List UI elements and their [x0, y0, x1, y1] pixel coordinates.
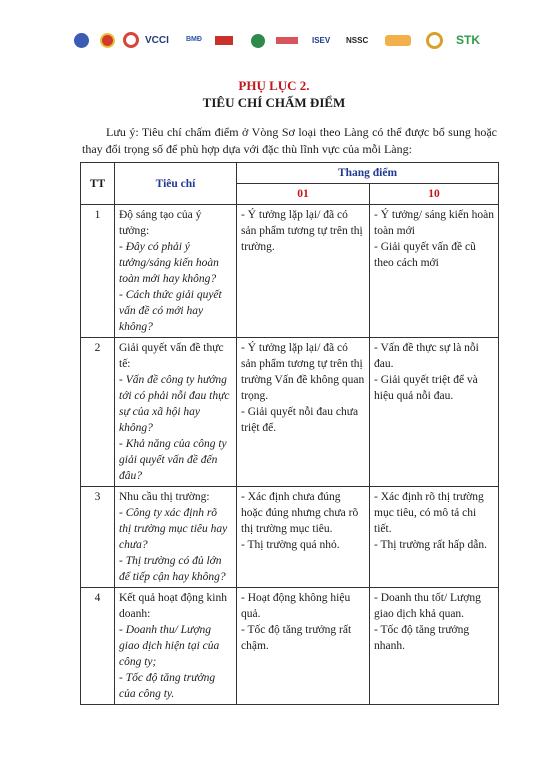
score-point: - Ý tưởng lặp lại/ đã có sản phẩm tương tự trên thị trường Vấn đề không quan trọng. — [241, 342, 365, 402]
row-number: 1 — [81, 205, 115, 338]
score-point: - Tốc độ tăng trưởng rất chậm. — [241, 624, 352, 652]
col-header-high: 10 — [370, 184, 499, 205]
criteria-question: - Thị trường có đủ lớn để tiếp cận hay không? — [119, 555, 226, 583]
appendix-label: PHỤ LỤC 2. — [238, 78, 310, 93]
score-point: - Giải quyết vấn đề cũ theo cách mới — [374, 241, 476, 269]
score-point: - Giải quyết nỗi đau chưa triệt để. — [241, 406, 359, 434]
table-row — [81, 487, 499, 588]
criteria-cell — [115, 588, 237, 705]
score-point: - Giải quyết triệt để và hiệu quả nỗi đau. — [374, 374, 478, 402]
table-row — [81, 588, 499, 705]
score-low-cell — [237, 487, 370, 588]
criteria-question: - Khả năng của công ty giải quyết vấn đề đến đâu? — [119, 438, 227, 482]
criteria-question: - Tốc độ tăng trưởng của công ty. — [119, 672, 216, 700]
col-header-low: 01 — [237, 184, 370, 205]
criteria-question: - Đây có phải ý tưởng/sáng kiến hoàn toàn mới hay không? — [119, 241, 219, 285]
nssc-logo: NSSC — [346, 36, 369, 45]
hub-logo — [276, 37, 298, 44]
score-point: - Vấn đề thực sự là nỗi đau. — [374, 342, 479, 370]
criteria-question: - Doanh thu/ Lượng giao dịch hiện tại của công ty; — [119, 624, 220, 668]
col-header-criteria: Tiêu chí — [115, 163, 237, 205]
table-row — [81, 338, 499, 487]
criteria-title: Kết quả hoạt động kinh doanh: — [119, 592, 227, 620]
row-number: 3 — [81, 487, 115, 588]
criteria-title: Giải quyết vấn đề thực tế: — [119, 342, 224, 370]
score-high-cell — [370, 487, 499, 588]
table-header-row — [81, 163, 499, 184]
ring-logo — [123, 32, 139, 48]
score-high-cell — [370, 205, 499, 338]
page-title: TIÊU CHÍ CHẤM ĐIỂM — [202, 95, 346, 110]
seal-logo — [100, 33, 115, 48]
row-number: 2 — [81, 338, 115, 487]
score-high-cell — [370, 588, 499, 705]
orange-logo — [385, 35, 411, 46]
criteria-title: Độ sáng tạo của ý tưởng: — [119, 209, 202, 237]
score-point: - Thị trường rất hấp dẫn. — [374, 539, 488, 551]
partner-logo-strip — [0, 0, 548, 62]
criteria-cell — [115, 338, 237, 487]
criteria-cell — [115, 205, 237, 338]
col-header-scale: Thang điểm — [237, 163, 499, 184]
score-point: - Xác định rõ thị trường mục tiêu, có mô tả chi tiết. — [374, 491, 484, 535]
criteria-question: - Vấn đề công ty hướng tới có phải nỗi đau thực sự của xã hội hay không? — [119, 374, 230, 434]
table-row — [81, 205, 499, 338]
score-point: - Hoạt động không hiệu quả. — [241, 592, 351, 620]
note-text: Lưu ý: Tiêu chí chấm điểm ở Vòng Sơ loại theo Làng có thể được bổ sung hoặc thay đổi trọng số để phù hợp dựa với đặc thù lĩnh vực của mỗi Làng: — [82, 125, 497, 156]
red-banner-logo — [215, 36, 233, 45]
isev-logo: ISEV — [312, 36, 331, 45]
score-point: - Tốc độ tăng trưởng nhanh. — [374, 624, 470, 652]
criteria-table — [80, 162, 499, 705]
globe-logo — [251, 34, 265, 48]
vcci-logo: VCCI — [145, 35, 169, 46]
criteria-title: Nhu cầu thị trường: — [119, 491, 210, 503]
score-low-cell — [237, 588, 370, 705]
score-low-cell — [237, 338, 370, 487]
stk-logo: STK — [456, 33, 480, 47]
col-header-tt: TT — [81, 163, 115, 205]
criteria-cell — [115, 487, 237, 588]
bmd-logo: BMĐ — [186, 36, 202, 43]
gold-ring-logo — [426, 32, 443, 49]
score-high-cell — [370, 338, 499, 487]
row-number: 4 — [81, 588, 115, 705]
score-point: - Thị trường quá nhỏ. — [241, 539, 340, 551]
score-point: - Xác định chưa đúng hoặc đúng nhưng chưa rõ thị trường mục tiêu. — [241, 491, 359, 535]
criteria-question: - Công ty xác định rõ thị trường mục tiêu hay chưa? — [119, 507, 228, 551]
criteria-question: - Cách thức giải quyết vấn đề có mới hay không? — [119, 289, 222, 333]
score-point: - Ý tưởng/ sáng kiến hoàn toàn mới — [374, 209, 494, 237]
score-point: - Ý tưởng lặp lại/ đã có sản phẩm tương tự trên thị trường. — [241, 209, 363, 253]
note-paragraph — [82, 124, 497, 158]
score-low-cell — [237, 205, 370, 338]
emblem-logo — [74, 33, 89, 48]
score-point: - Doanh thu tốt/ Lượng giao dịch khả quan. — [374, 592, 481, 620]
